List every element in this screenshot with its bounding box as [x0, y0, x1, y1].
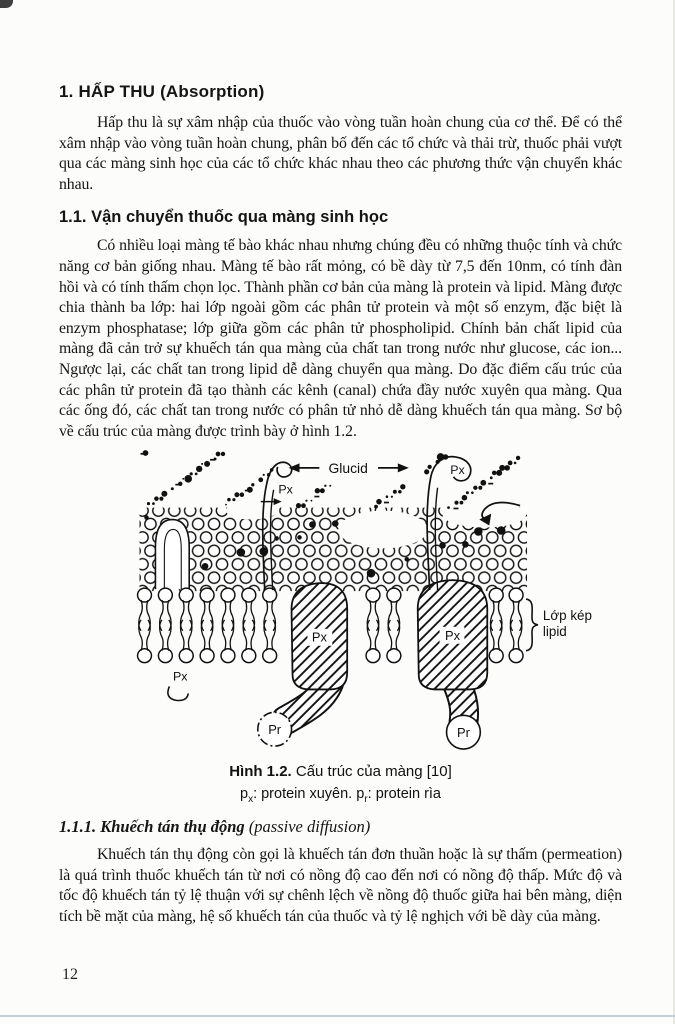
heading-absorption: 1. HẤP THU (Absorption): [59, 82, 265, 101]
heading-passive-diffusion-title: 1.1.1. Khuếch tán thụ động: [59, 817, 245, 837]
glucid-annotation: [289, 460, 409, 476]
figure-caption: [59, 763, 622, 780]
bilayer-label-line2: lipid: [542, 624, 567, 640]
figure-caption-block: [59, 763, 622, 805]
glucid-label: Glucid: [328, 460, 368, 477]
page-content: [59, 78, 622, 936]
heading-passive-diffusion-subtitle: (passive diffusion): [244, 817, 371, 837]
bilayer-label-line1: Lớp kép: [542, 608, 592, 624]
membrane-diagram-svg: [133, 450, 618, 758]
paragraph-membrane-structure: Có nhiều loại màng tế bào khác nhau nhưng chúng đều có những thuộc tính và chức năng cơ bản giống nhau. Màng tế bào rất mỏng, có bề dày từ 7,5 đến 10nm, có tính đàn hồi và có tính thấm chọn lọc. Thành phần cơ bản của màng là protein và lipid. Màng được chia thành ba lớp: hai lớp ngoài gồm các phân tử protein và một số enzym, đặc biệt là enzym phosphatase; lớp giữa gồm các phân tử phospholipid. Chính bản chất lipid của màng đã cản trở sự khuếch tán qua màng của chất tan trong nước như glucose, các ion... Ngược lại, các chất tan trong lipid dễ dàng chuyển qua màng. Do đặc điểm cấu trúc của các phân tử protein đã tạo thành các kênh (canal) chứa đầy nước xuyên qua màng. Qua các ống đó, các chất tan trong nước có phân tử nhỏ dễ dàng khuếch tán qua màng. Sơ bộ về cấu trúc của màng được trình bày ở hình 1.2.: [59, 237, 622, 440]
paragraph-absorption-intro: Hấp thu là sự xâm nhập của thuốc vào vòng tuần hoàn chung của cơ thể. Để có thể xâm nhập vào vòng tuần hoàn chung, phân bố đến các tổ chức và thải trừ, thuốc phải vượt qua các màng sinh học của các tổ chức khác nhau theo các phương thức vận chuyển khác nhau.: [59, 114, 622, 193]
glucid-arrow-right: [398, 464, 409, 473]
protein-pr-left: [258, 713, 292, 747]
protein-px-left: [286, 583, 348, 720]
membrane-loop: [155, 520, 189, 590]
heading-passive-diffusion: [59, 817, 622, 837]
membrane-diagram: [133, 450, 618, 758]
figure-caption-text: Cấu trúc của màng [10]: [291, 763, 452, 781]
px-bottom-annotation: [168, 670, 188, 701]
bilayer-annotation: [526, 599, 592, 651]
membrane-figure: [59, 450, 622, 805]
figure-caption-number: Hình 1.2.: [229, 763, 292, 781]
pr-right-label: Pr: [456, 725, 470, 741]
figure-caption-note: $p_x$: protein xuyên. $p_r$: protein rìa: [239, 786, 441, 806]
bilayer-brace: [526, 599, 538, 651]
protein-px-right: [418, 580, 488, 722]
px-membrane-right-label: Px: [444, 628, 461, 644]
pr-left-label: Pr: [268, 722, 282, 738]
px-top-right-label: Px: [450, 463, 465, 478]
scan-corner-artifact: [0, 0, 13, 8]
heading-membrane-transport: 1.1. Vận chuyển thuốc qua màng sinh học: [59, 208, 389, 227]
protein-pr-right: [447, 716, 481, 750]
scan-bottom-edge: [0, 1015, 675, 1017]
px-bottom-left-label: Px: [173, 669, 188, 684]
px-membrane-left-label: Px: [311, 630, 327, 646]
px-top-left-label: Px: [278, 483, 293, 498]
paragraph-passive-diffusion: Khuếch tán thụ động còn gọi là khuếch tán đơn thuần hoặc là sự thấm (permeation) là quá trình thuốc khuếch tán từ nơi có nồng độ cao đến nơi có nồng độ thấp. Mức độ và tốc độ khuếch tán tỷ lệ thuận với sự chênh lệch về nồng độ thuốc giữa hai bên màng, diện tích bề mặt của màng, hệ số khuếch tán của thuốc và tỷ lệ nghịch với bề dày của màng.: [59, 846, 622, 925]
page-number: 12: [62, 966, 78, 983]
